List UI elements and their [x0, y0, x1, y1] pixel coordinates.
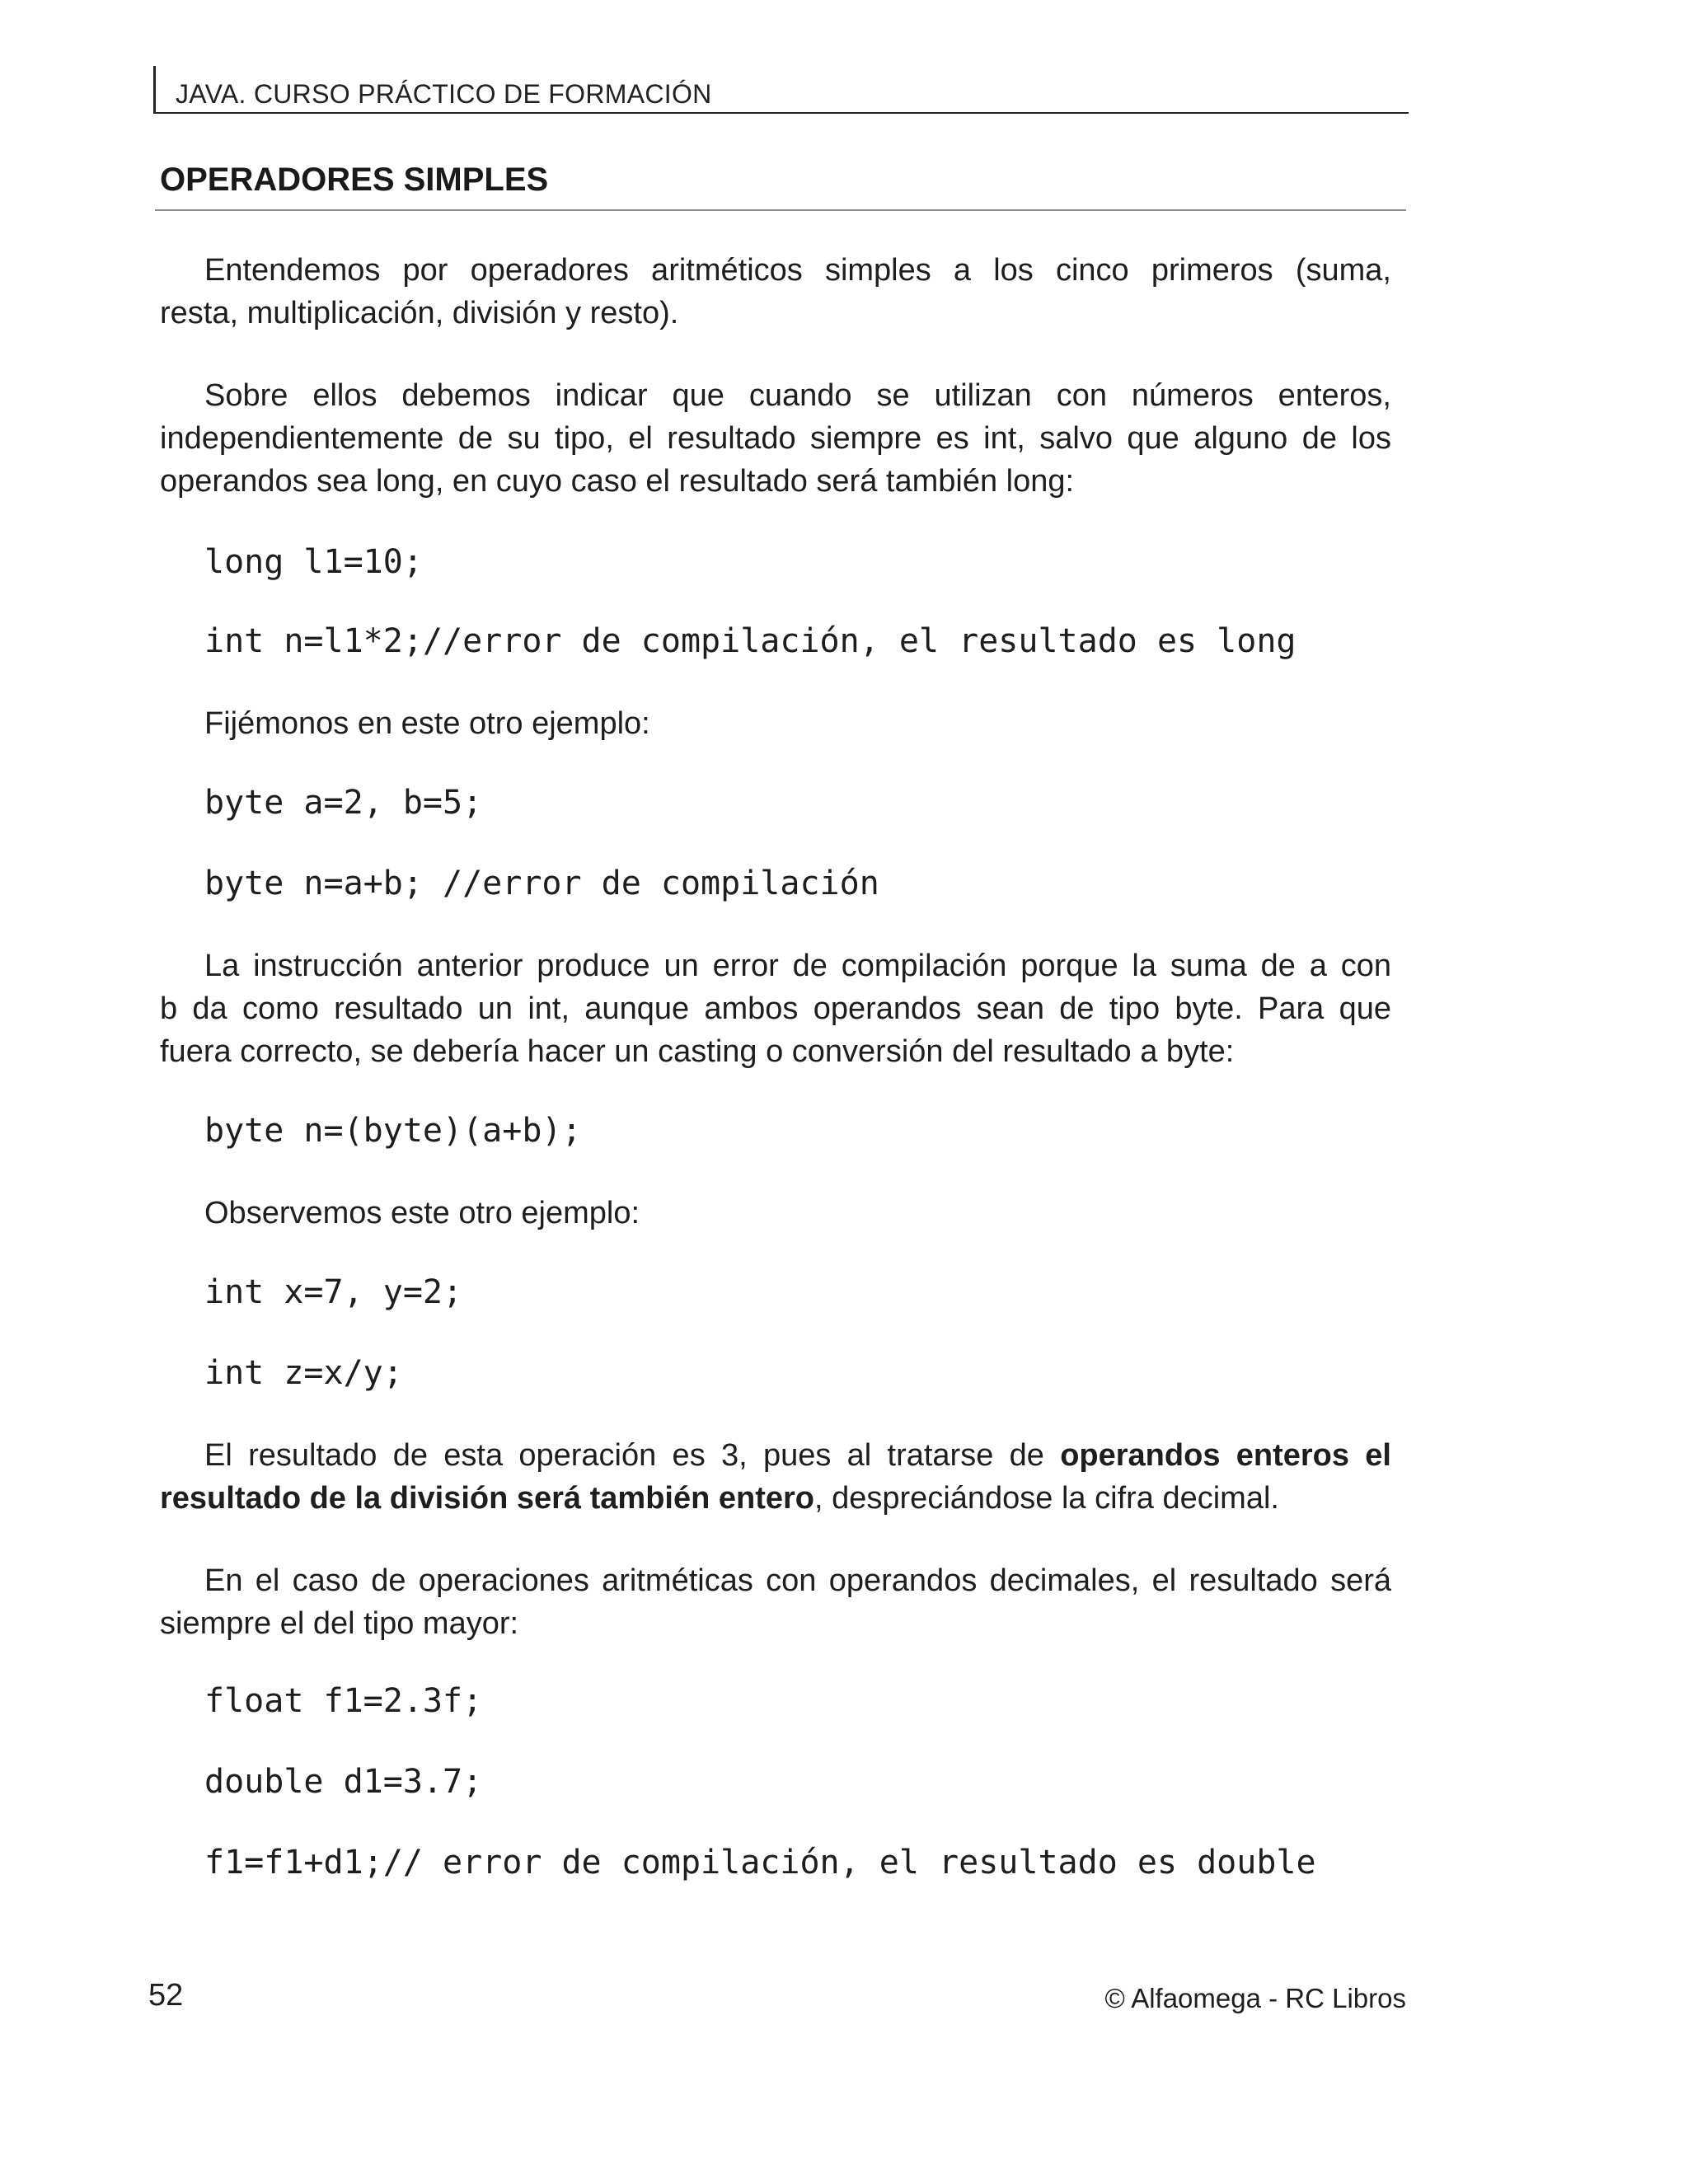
- paragraph-decimal-operands: [160, 1559, 1391, 1645]
- code-line: byte n=a+b; //error de compilación: [204, 865, 879, 902]
- paragraph-intro: [160, 249, 1391, 335]
- paragraph-line: resta, multiplicación, división y resto).: [160, 296, 679, 330]
- bold-run: operandos enteros el: [1060, 1438, 1391, 1473]
- copyright-notice: © Alfaomega - RC Libros: [1104, 1983, 1406, 2013]
- paragraph-line: En el caso de operaciones aritméticas con operandos decimales, el resultado será: [204, 1563, 1391, 1598]
- code-line: double d1=3.7;: [204, 1763, 483, 1801]
- code-line: int z=x/y;: [204, 1354, 403, 1392]
- code-line: int n=l1*2;//error de compilación, el resultado es long: [204, 622, 1296, 660]
- code-line: byte a=2, b=5;: [204, 784, 483, 822]
- code-line: f1=f1+d1;// error de compilación, el resultado es double: [204, 1844, 1316, 1882]
- running-title: JAVA. CURSO PRÁCTICO DE FORMACIÓN: [176, 79, 712, 109]
- bold-run: resultado de la división será también entero: [160, 1481, 815, 1516]
- running-header: [153, 66, 1409, 114]
- paragraph-division-result: [160, 1434, 1391, 1520]
- paragraph-line: La instrucción anterior produce un error de compilación porque la suma de a con: [204, 949, 1391, 983]
- paragraph-example-intro: Fijémonos en este otro ejemplo:: [204, 706, 650, 741]
- code-line: float f1=2.3f;: [204, 1682, 483, 1720]
- paragraph-line: fuera correcto, se debería hacer un casting o conversión del resultado a byte:: [160, 1034, 1235, 1069]
- paragraph-line: siempre el del tipo mayor:: [160, 1606, 519, 1641]
- page-number: 52: [148, 1978, 184, 2013]
- paragraph-line: Entendemos por operadores aritméticos simples a los cinco primeros (suma,: [204, 253, 1391, 288]
- paragraph-byte-explanation: [160, 944, 1391, 1073]
- paragraph-line: Sobre ellos debemos indicar que cuando se utilizan con números enteros,: [204, 378, 1391, 413]
- section-rule: [155, 209, 1406, 211]
- code-line: long l1=10;: [204, 543, 423, 581]
- code-line: int x=7, y=2;: [204, 1273, 463, 1311]
- paragraph-integers: [160, 374, 1391, 503]
- section-title: OPERADORES SIMPLES: [160, 162, 549, 198]
- paragraph-line: [160, 1477, 1391, 1520]
- paragraph-line: b da como resultado un int, aunque ambos operandos sean de tipo byte. Para que: [160, 991, 1391, 1026]
- code-line: byte n=(byte)(a+b);: [204, 1112, 582, 1150]
- paragraph-line: [160, 1434, 1391, 1477]
- paragraph-observe-intro: Observemos este otro ejemplo:: [204, 1196, 640, 1230]
- text-run: , despreciándose la cifra decimal.: [814, 1481, 1279, 1516]
- paragraph-line: operandos sea long, en cuyo caso el resultado será también long:: [160, 464, 1075, 499]
- text-run: El resultado de esta operación es 3, pues al tratarse de: [204, 1438, 1061, 1473]
- paragraph-line: independientemente de su tipo, el resultado siempre es int, salvo que alguno de los: [160, 421, 1391, 456]
